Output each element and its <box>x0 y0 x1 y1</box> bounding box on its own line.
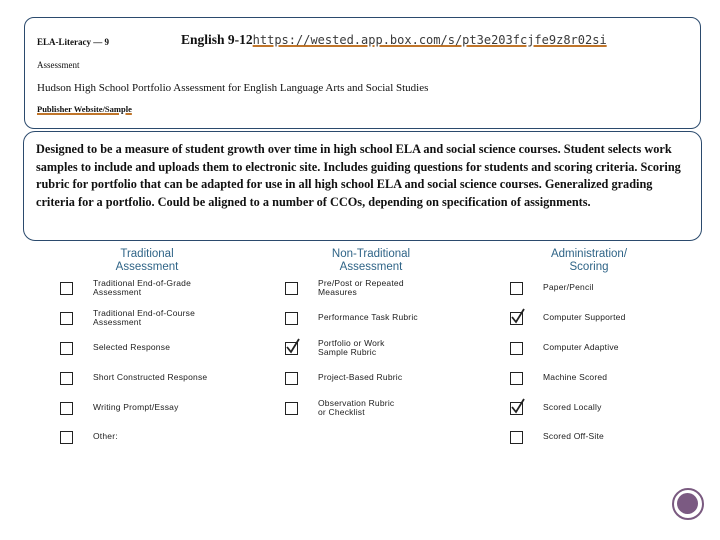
checkbox[interactable] <box>60 402 73 415</box>
administration-option-row <box>510 277 594 299</box>
traditional-option-row <box>60 337 170 359</box>
option-label-line: Traditional End-of-Grade <box>93 277 192 288</box>
checkbox[interactable] <box>60 431 73 444</box>
traditional-option-row <box>60 426 118 448</box>
description-text: Designed to be a measure of student growth over time in high school ELA and social science courses. Student selects work samples to include and uploads them to electronic site. Includes guiding questions for students and scoring criteria. Scoring rubric for portfolio that can be adapted for use in all high school ELA and social science courses. Generalized grading criteria for a portfolio. Could be aligned to a number of CCOs, depending on specification of assignments. <box>36 142 681 209</box>
description-box <box>23 131 702 241</box>
checked-checkbox[interactable] <box>510 402 523 415</box>
subject-text: English 9-12 <box>181 32 253 47</box>
option-label-line: Assessment <box>93 287 142 297</box>
checkbox[interactable] <box>60 282 73 295</box>
option-label <box>543 313 626 323</box>
option-label-line: Scored Off-Site <box>543 431 604 442</box>
checkbox[interactable] <box>285 282 298 295</box>
administration-option-row <box>510 426 604 448</box>
option-label <box>318 373 402 383</box>
option-label <box>93 373 207 383</box>
nontraditional-option-row <box>285 397 394 419</box>
heading-line: Administration/ <box>550 248 628 260</box>
option-label-line: Traditional End-of-Course <box>93 307 196 318</box>
option-label-line: Computer Adaptive <box>543 342 619 353</box>
administration-option-row <box>510 307 626 329</box>
nontraditional-option-row <box>285 307 418 329</box>
option-label <box>543 283 594 293</box>
checked-checkbox[interactable] <box>285 342 298 355</box>
option-label-line: Selected Response <box>93 342 171 353</box>
option-label-line: Other: <box>93 431 118 442</box>
option-label-line: Scored Locally <box>543 402 602 413</box>
heading-line: Scoring <box>569 261 609 273</box>
option-label-line: Assessment <box>93 317 142 327</box>
option-label-line: Measures <box>318 287 357 297</box>
checkbox[interactable] <box>510 342 523 355</box>
heading-line: Traditional <box>120 248 174 260</box>
resource-url-link[interactable]: https://wested.app.box.com/s/pt3e203fcjfe9z8r02si <box>252 33 607 47</box>
next-slide-button[interactable] <box>672 488 704 520</box>
checkbox[interactable] <box>510 431 523 444</box>
option-label <box>318 339 385 358</box>
assessment-title: Hudson High School Portfolio Assessment for English Language Arts and Social Studies <box>37 82 429 94</box>
traditional-option-row <box>60 307 195 329</box>
assessment-info-box <box>24 17 701 129</box>
administration-scoring-heading <box>526 248 652 274</box>
nav-circle-icon <box>677 493 698 514</box>
checked-checkbox[interactable] <box>510 312 523 325</box>
option-label-line: or Checklist <box>318 407 365 417</box>
checkbox[interactable] <box>60 312 73 325</box>
option-label <box>543 403 602 413</box>
checkbox[interactable] <box>510 282 523 295</box>
option-label-line: Portfolio or Work <box>318 337 385 348</box>
checkbox[interactable] <box>510 372 523 385</box>
publisher-link[interactable]: Publisher Website/Sample <box>37 104 132 114</box>
checkbox[interactable] <box>60 372 73 385</box>
option-label-line: Paper/Pencil <box>543 282 594 293</box>
option-label-line: Short Constructed Response <box>93 372 208 383</box>
option-label-line: Computer Supported <box>543 312 626 323</box>
assessment-label: Assessment <box>37 60 80 70</box>
traditional-option-row <box>60 367 207 389</box>
nontraditional-option-row <box>285 277 404 299</box>
option-label <box>318 399 394 418</box>
checkbox[interactable] <box>285 372 298 385</box>
administration-option-row <box>510 397 602 419</box>
heading-line: Non-Traditional <box>331 248 411 260</box>
option-label-line: Sample Rubric <box>318 347 377 357</box>
option-label <box>93 343 170 353</box>
option-label <box>543 432 604 442</box>
option-label-line: Machine Scored <box>543 372 608 383</box>
non-traditional-assessment-heading <box>305 248 437 274</box>
option-label <box>543 343 619 353</box>
checkbox[interactable] <box>285 312 298 325</box>
traditional-assessment-heading <box>96 248 198 274</box>
option-label <box>318 279 404 298</box>
traditional-option-row <box>60 277 191 299</box>
course-label: ELA-Literacy — 9 <box>37 37 109 47</box>
heading-line: Assessment <box>339 261 403 273</box>
option-label <box>93 309 195 328</box>
heading-line: Assessment <box>115 261 179 273</box>
traditional-option-row <box>60 397 179 419</box>
option-label <box>543 373 607 383</box>
administration-option-row <box>510 337 619 359</box>
option-label-line: Observation Rubric <box>318 397 395 408</box>
subject-heading <box>181 32 607 48</box>
option-label-line: Pre/Post or Repeated <box>318 277 404 288</box>
option-label-line: Writing Prompt/Essay <box>93 402 179 413</box>
checkbox[interactable] <box>60 342 73 355</box>
option-label-line: Project-Based Rubric <box>318 372 403 383</box>
option-label <box>93 279 191 298</box>
nontraditional-option-row <box>285 367 402 389</box>
administration-option-row <box>510 367 607 389</box>
option-label <box>318 313 418 323</box>
option-label <box>93 432 118 442</box>
option-label <box>93 403 179 413</box>
option-label-line: Performance Task Rubric <box>318 312 418 323</box>
nontraditional-option-row <box>285 337 385 359</box>
checkbox[interactable] <box>285 402 298 415</box>
